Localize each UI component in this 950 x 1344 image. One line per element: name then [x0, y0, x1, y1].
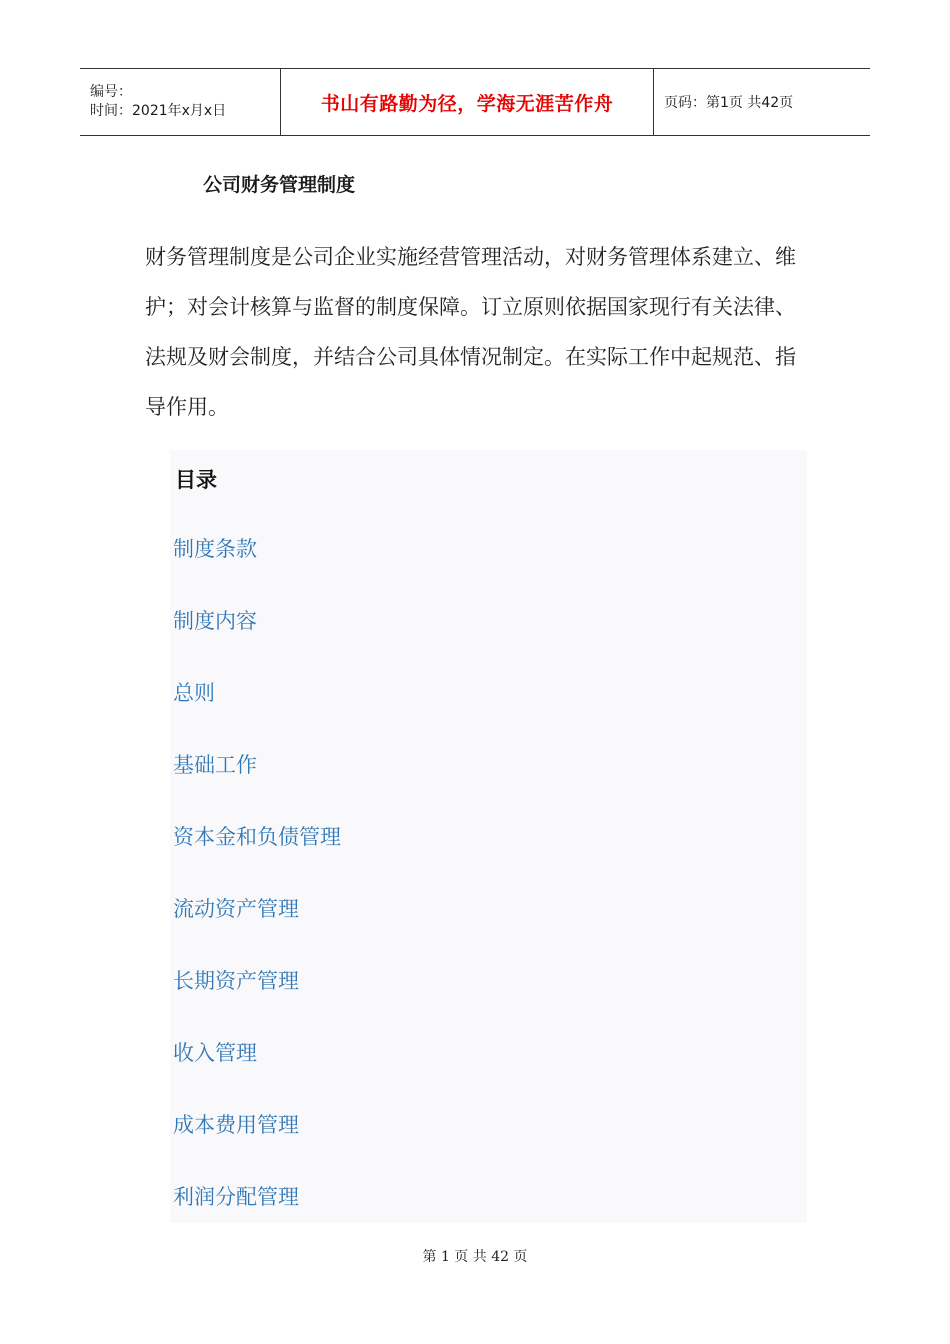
- header-motto-cell: [281, 69, 654, 135]
- intro-paragraph: 财务管理制度是公司企业实施经营管理活动，对财务管理体系建立、维护；对会计核算与监督的制度保障。订立原则依据国家现行有关法律、法规及财会制度，并结合公司具体情况制定。在实际工作中起规范、指导作用。: [145, 245, 796, 419]
- toc-link-capital-liabilities[interactable]: 资本金和负债管理: [173, 825, 341, 849]
- toc-link-long-term-assets[interactable]: 长期资产管理: [173, 969, 299, 993]
- page-footer-number: 第 1 页 共 42 页: [422, 1249, 528, 1265]
- page-header: [80, 68, 870, 136]
- toc-title: 目录: [175, 468, 217, 492]
- toc-link-profit-distribution[interactable]: 利润分配管理: [173, 1185, 299, 1209]
- toc-link-revenue[interactable]: 收入管理: [173, 1041, 257, 1065]
- table-of-contents: [170, 450, 807, 1223]
- document-number-label: 编号：: [90, 84, 132, 100]
- header-motto: 书山有路勤为径，学海无涯苦作舟: [320, 92, 614, 115]
- toc-list: [173, 534, 341, 1254]
- header-meta-cell: [80, 69, 281, 135]
- toc-link-current-assets[interactable]: 流动资产管理: [173, 897, 299, 921]
- toc-link-zhidu-tiaokuan[interactable]: 制度条款: [173, 537, 257, 561]
- header-page-number: 页码：第1页 共42页: [664, 95, 794, 111]
- toc-link-jichu-gongzuo[interactable]: 基础工作: [173, 753, 257, 777]
- toc-link-cost-expense[interactable]: 成本费用管理: [173, 1113, 299, 1137]
- toc-link-zongze[interactable]: 总则: [173, 681, 215, 705]
- document-title: 公司财务管理制度: [203, 174, 356, 196]
- header-page-cell: [654, 69, 870, 135]
- document-time-label: 时间：2021年x月x日: [90, 103, 227, 119]
- toc-link-zhidu-neirong[interactable]: 制度内容: [173, 609, 257, 633]
